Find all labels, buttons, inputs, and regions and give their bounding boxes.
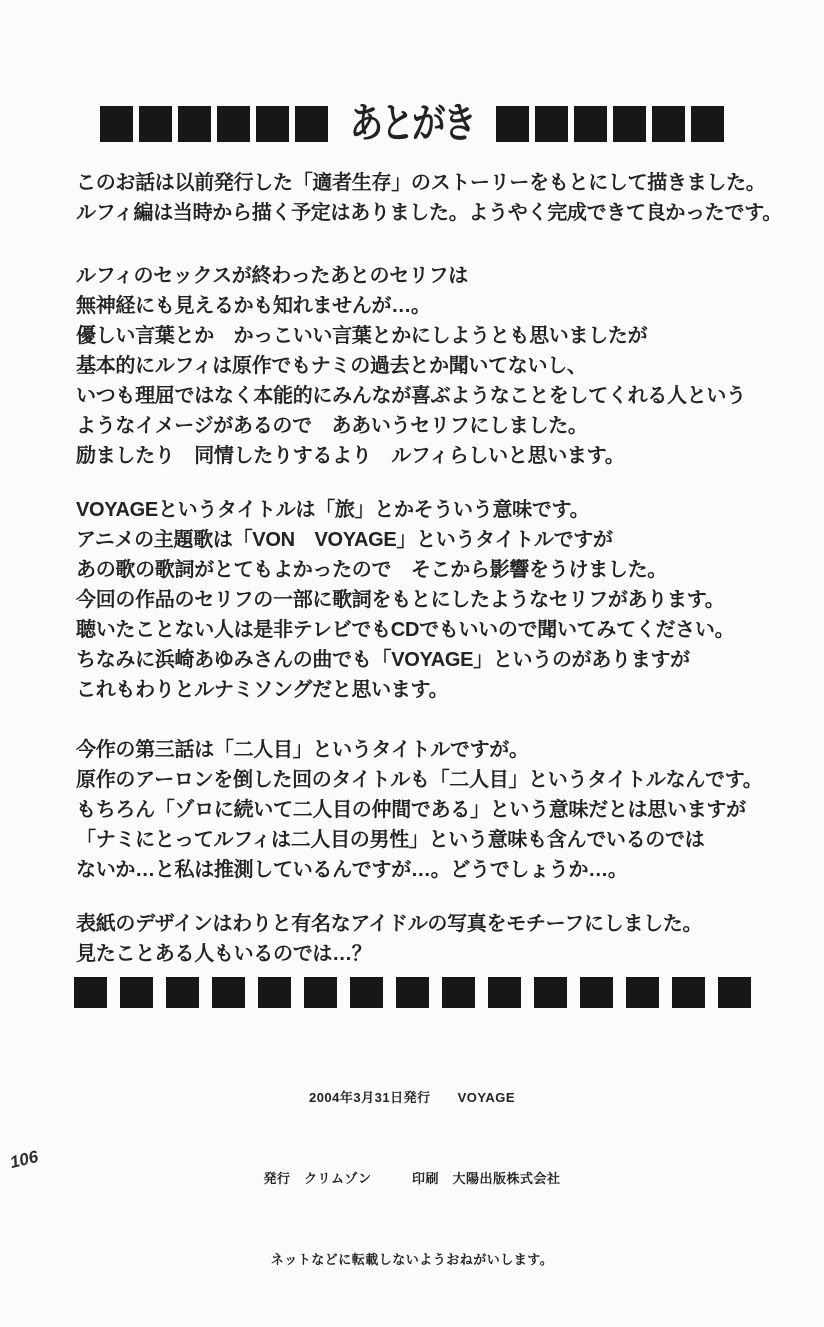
text-line: これもわりとルナミソングだと思います。 bbox=[76, 679, 449, 701]
paragraph-voyage-title bbox=[76, 495, 734, 705]
header-squares-right bbox=[496, 106, 724, 142]
text-line: ルフィ編は当時から描く予定はありました。ようやく完成できて良かったです。 bbox=[76, 202, 782, 224]
text-line: VOYAGEというタイトルは「旅」とかそういう意味です。 bbox=[76, 499, 590, 521]
black-square bbox=[139, 106, 172, 142]
page-title: あとがき bbox=[349, 100, 475, 146]
black-square bbox=[350, 977, 383, 1008]
black-square bbox=[258, 977, 291, 1008]
paragraph-cover-design bbox=[76, 909, 702, 969]
black-square bbox=[178, 106, 211, 142]
footer-squares bbox=[0, 977, 824, 1008]
black-square bbox=[212, 977, 245, 1008]
text-line: ようなイメージがあるので ああいうセリフにしました。 bbox=[76, 415, 588, 437]
text-line: もちろん「ゾロに続いて二人目の仲間である」という意味だとは思いますが bbox=[76, 799, 746, 821]
text-line: 表紙のデザインはわりと有名なアイドルの写真をモチーフにしました。 bbox=[76, 913, 703, 935]
text-line: 「ナミにとってルフィは二人目の男性」という意味も含んでいるのでは bbox=[76, 829, 705, 851]
black-square bbox=[691, 106, 724, 142]
text-line: 聴いたことない人は是非テレビでもCDでもいいので聞いてみてください。 bbox=[76, 619, 735, 641]
text-line: 基本的にルフィは原作でもナミの過去とか聞いてないし、 bbox=[76, 355, 587, 377]
colophon-notice: ネットなどに転載しないようおねがいします。 bbox=[270, 1252, 554, 1267]
black-square bbox=[534, 977, 567, 1008]
paragraph-luffy-dialogue bbox=[76, 261, 746, 471]
black-square bbox=[166, 977, 199, 1008]
afterword-header bbox=[0, 100, 824, 146]
text-line: ちなみに浜崎あゆみさんの曲でも「VOYAGE」というのがありますが bbox=[76, 649, 690, 671]
paragraph-third-chapter bbox=[76, 735, 763, 885]
text-line: 今回の作品のセリフの一部に歌詞をもとにしたようなセリフがあります。 bbox=[76, 589, 725, 611]
black-square bbox=[574, 106, 607, 142]
colophon-publisher-printer: 発行 クリムゾン 印刷 大陽出版株式会社 bbox=[263, 1171, 561, 1186]
black-square bbox=[580, 977, 613, 1008]
header-squares-left bbox=[100, 106, 328, 142]
text-line: ないか…と私は推測しているんですが…。どうでしょうか…。 bbox=[76, 859, 628, 881]
text-line: 無神経にも見えるかも知れませんが…。 bbox=[76, 295, 431, 317]
black-square bbox=[652, 106, 685, 142]
black-square bbox=[626, 977, 659, 1008]
black-square bbox=[396, 977, 429, 1008]
text-line: 今作の第三話は「二人目」というタイトルですが。 bbox=[76, 739, 529, 761]
black-square bbox=[304, 977, 337, 1008]
colophon-date-title: 2004年3月31日発行 VOYAGE bbox=[308, 1090, 516, 1105]
black-square bbox=[535, 106, 568, 142]
text-line: 原作のアーロンを倒した回のタイトルも「二人目」というタイトルなんです。 bbox=[76, 769, 763, 791]
text-line: いつも理屈ではなく本能的にみんなが喜ぶようなことをしてくれる人という bbox=[76, 385, 746, 407]
black-square bbox=[120, 977, 153, 1008]
black-square bbox=[74, 977, 107, 1008]
colophon bbox=[0, 1030, 824, 1327]
text-line: このお話は以前発行した「適者生存」のストーリーをもとにして描きました。 bbox=[76, 172, 766, 194]
black-square bbox=[613, 106, 646, 142]
text-line: 優しい言葉とか かっこいい言葉とかにしようとも思いましたが bbox=[76, 325, 648, 347]
text-line: アニメの主題歌は「VON VOYAGE」というタイトルですが bbox=[76, 529, 613, 551]
black-square bbox=[217, 106, 250, 142]
black-square bbox=[442, 977, 475, 1008]
text-line: ルフィのセックスが終わったあとのセリフは bbox=[76, 265, 468, 287]
black-square bbox=[295, 106, 328, 142]
page-number: 106 bbox=[8, 1146, 41, 1173]
black-square bbox=[256, 106, 289, 142]
text-line: 励ましたり 同情したりするより ルフィらしいと思います。 bbox=[76, 445, 625, 467]
black-square bbox=[672, 977, 705, 1008]
text-line: あの歌の歌詞がとてもよかったので そこから影響をうけました。 bbox=[76, 559, 667, 581]
black-square bbox=[100, 106, 133, 142]
paragraph-intro bbox=[76, 168, 782, 228]
black-square bbox=[496, 106, 529, 142]
text-line: 見たことある人もいるのでは…？ bbox=[76, 943, 372, 965]
black-square bbox=[718, 977, 751, 1008]
black-square bbox=[488, 977, 521, 1008]
